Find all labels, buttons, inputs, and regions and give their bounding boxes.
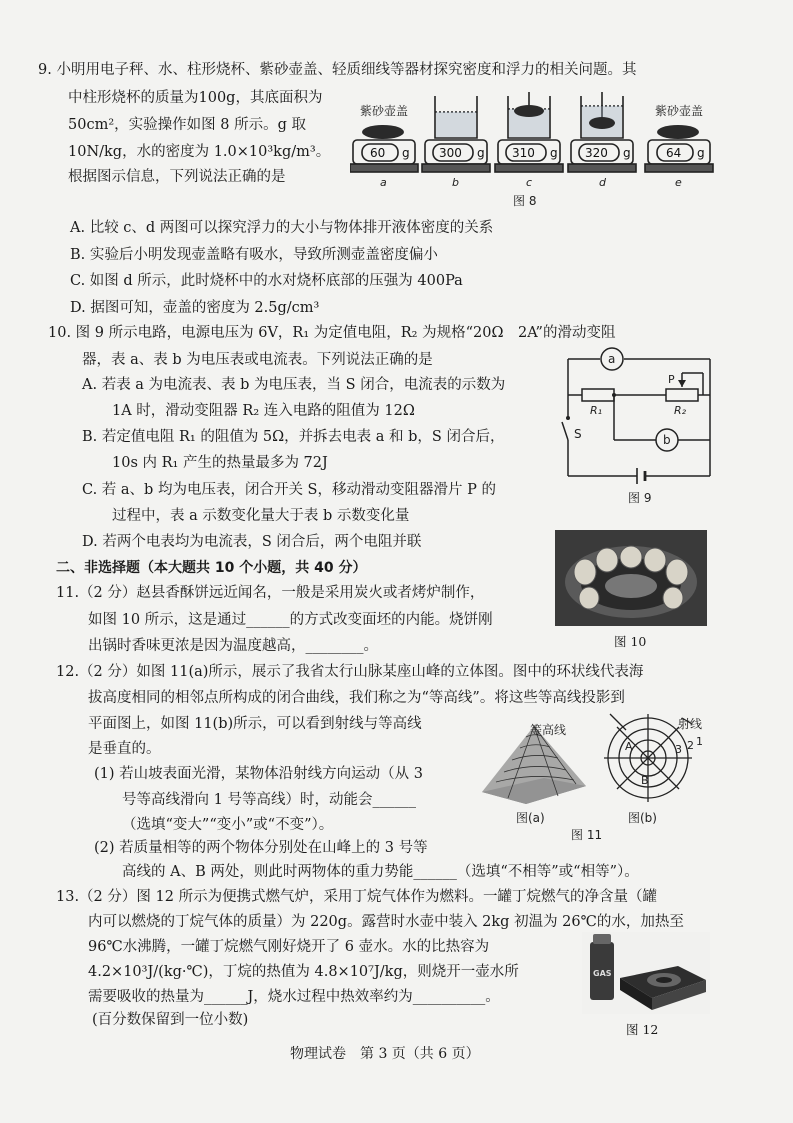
- q9-stem-line-1: 9. 小明用电子秤、水、柱形烧杯、紫砂壶盖、轻质细线等器材探究密度和浮力的相关问题。其: [38, 62, 637, 78]
- q9-option-c: C. 如图 d 所示，此时烧杯中的水对烧杯底部的压强为 400Pa: [70, 273, 463, 289]
- fig8-unit-c: g: [550, 146, 558, 160]
- q12-stem-line-4: 是垂直的。: [88, 741, 161, 757]
- fig9-switch-s: S: [574, 427, 582, 441]
- fig8-letter-d: d: [599, 176, 606, 189]
- q12-sub1-line-1: (1) 若山坡表面光滑，某物体沿射线方向运动（从 3: [94, 766, 423, 782]
- q9-option-b: B. 实验后小明发现壶盖略有吸水，导致所测壶盖密度偏小: [70, 247, 438, 263]
- q9-option-d: D. 据图可知，壶盖的密度为 2.5g/cm³: [70, 300, 320, 316]
- q11-stem-line-3: 出锅时香味更浓是因为温度越高，________。: [88, 638, 378, 654]
- q10-option-c-line-1: C. 若 a、b 均为电压表，闭合开关 S，移动滑动变阻器滑片 P 的: [82, 482, 496, 498]
- q12-sub2-line-1: (2) 若质量相等的两个物体分别处在山峰上的 3 号等: [94, 840, 428, 856]
- fig8-letter-c: c: [526, 176, 533, 189]
- fig8-caption: 图 8: [513, 194, 537, 208]
- q10-option-d: D. 若两个电表均为电流表，S 闭合后，两个电阻并联: [82, 534, 422, 550]
- fig8-lid-label-a: 紫砂壶盖: [360, 104, 409, 118]
- q12-sub2-line-2: 高线的 A、B 两处，则此时两物体的重力势能______（选填“不相等”或“相等”）。: [122, 864, 639, 880]
- q13-stem-line-3: 96℃水沸腾，一罐丁烷燃气刚好烧开了 6 壶水。水的比热容为: [88, 939, 490, 955]
- fig8-letter-e: e: [675, 176, 682, 189]
- fig11-caption: 图 11: [571, 828, 603, 842]
- fig9-r2: R₂: [674, 404, 687, 417]
- figure-10-caption: 图 10: [614, 634, 647, 649]
- fig8-reading-b: 300: [439, 146, 462, 160]
- fig11-ray-label: 射线: [678, 717, 703, 731]
- fig8-unit-e: g: [697, 146, 705, 160]
- q11-stem-line-1: 11.（2 分）赵县香酥饼远近闻名，一般是采用炭火或者烤炉制作，: [56, 585, 485, 601]
- q9-stem-line-3: 50cm²，实验操作如图 8 所示。g 取: [68, 117, 306, 133]
- figure-12-photo: [582, 932, 710, 1014]
- fig9-slider-p: P: [668, 373, 675, 386]
- q9-option-a: A. 比较 c、d 两图可以探究浮力的大小与物体排开液体密度的关系: [70, 220, 494, 236]
- fig8-reading-e: 64: [666, 146, 682, 160]
- fig8-unit-a: g: [402, 146, 410, 160]
- q10-option-b-line-2: 10s 内 R₁ 产生的热量最多为 72J: [112, 455, 328, 471]
- q12-sub1-line-2: 号等高线滑向 1 号等高线）时，动能会______: [122, 792, 416, 808]
- fig11-num-3: 3: [675, 743, 682, 756]
- q13-stem-line-5: 需要吸收的热量为______J，烧水过程中热效率约为__________。: [88, 989, 500, 1005]
- page-footer: 物理试卷 第 3 页（共 6 页）: [290, 1046, 480, 1062]
- fig8-reading-d: 320: [585, 146, 608, 160]
- fig8-reading-a: 60: [370, 146, 386, 160]
- fig9-caption: 图 9: [628, 491, 652, 505]
- q11-stem-line-2: 如图 10 所示，这是通过______的方式改变面坯的内能。烧饼刚: [88, 612, 493, 628]
- fig9-meter-b: b: [663, 433, 671, 447]
- fig11-point-a: A: [625, 740, 633, 753]
- q13-stem-line-2: 内可以燃烧的丁烷气体的质量）为 220g。露营时水壶中装入 2kg 初温为 26℃的水，加热至: [88, 914, 684, 930]
- fig11-cap-b: 图(b): [628, 811, 657, 825]
- fig8-unit-b: g: [477, 146, 485, 160]
- fig11-num-1: 1: [696, 735, 703, 748]
- fig12-gas-label: GAS: [593, 969, 612, 978]
- q9-stem-line-4: 10N/kg，水的密度为 1.0×10³kg/m³。: [68, 144, 331, 160]
- q13-stem-line-6: (百分数保留到一位小数): [92, 1012, 249, 1028]
- figure-8-scales: [350, 92, 715, 210]
- q12-stem-line-2: 拔高度相同的相邻点所构成的闭合曲线，我们称之为“等高线”。将这些等高线投影到: [88, 690, 625, 706]
- q9-stem-line-5: 根据图示信息，下列说法正确的是: [68, 169, 286, 185]
- figure-11: [478, 712, 718, 842]
- fig9-r1: R₁: [590, 404, 603, 417]
- q10-option-a-line-1: A. 若表 a 为电流表、表 b 为电压表，当 S 闭合，电流表的示数为: [82, 377, 506, 393]
- q9-stem-line-2: 中柱形烧杯的质量为100g，其底面积为: [68, 90, 323, 106]
- q12-stem-line-1: 12.（2 分）如图 11(a)所示，展示了我省太行山脉某座山峰的立体图。图中的环状线代表海: [56, 664, 644, 680]
- q12-sub1-line-3: （选填“变大”“变小”或“不变”）。: [122, 817, 334, 833]
- fig11-cap-a: 图(a): [516, 811, 545, 825]
- fig8-letter-a: a: [380, 176, 387, 189]
- q10-option-a-line-2: 1A 时，滑动变阻器 R₂ 连入电路的阻值为 12Ω: [112, 403, 415, 419]
- q10-option-b-line-1: B. 若定值电阻 R₁ 的阻值为 5Ω，并拆去电表 a 和 b，S 闭合后，: [82, 429, 505, 445]
- fig8-letter-b: b: [452, 176, 459, 189]
- figure-12-caption: 图 12: [626, 1022, 659, 1037]
- q12-stem-line-3: 平面图上，如图 11(b)所示，可以看到射线与等高线: [88, 716, 422, 732]
- fig11a-mountain: [482, 726, 586, 804]
- figure-10-photo: [555, 530, 707, 626]
- q10-stem-line-2: 器，表 a、表 b 为电压表或电流表。下列说法正确的是: [82, 352, 433, 368]
- figure-9-circuit: [560, 344, 720, 512]
- section-2-heading: 二、非选择题（本大题共 10 个小题，共 40 分）: [56, 560, 367, 576]
- fig9-meter-a: a: [608, 352, 616, 366]
- q10-option-c-line-2: 过程中，表 a 示数变化量大于表 b 示数变化量: [112, 508, 410, 524]
- q13-stem-line-1: 13.（2 分）图 12 所示为便携式燃气炉，采用丁烷气体作为燃料。一罐丁烷燃气的净含量（罐: [56, 889, 658, 905]
- q13-stem-line-4: 4.2×10³J/(kg·℃)，丁烷的热值为 4.8×10⁷J/kg，则烧开一壶水所: [88, 964, 519, 980]
- fig8-reading-c: 310: [512, 146, 535, 160]
- fig11-contour-label: 等高线: [530, 723, 567, 737]
- fig8-lid-label-e: 紫砂壶盖: [655, 104, 704, 118]
- fig8-unit-d: g: [623, 146, 631, 160]
- fig11-num-2: 2: [687, 739, 694, 752]
- q10-stem-line-1: 10. 图 9 所示电路，电源电压为 6V，R₁ 为定值电阻，R₂ 为规格“20Ω 2A”的滑动变阻: [48, 325, 616, 341]
- fig11-point-b: B: [641, 774, 649, 787]
